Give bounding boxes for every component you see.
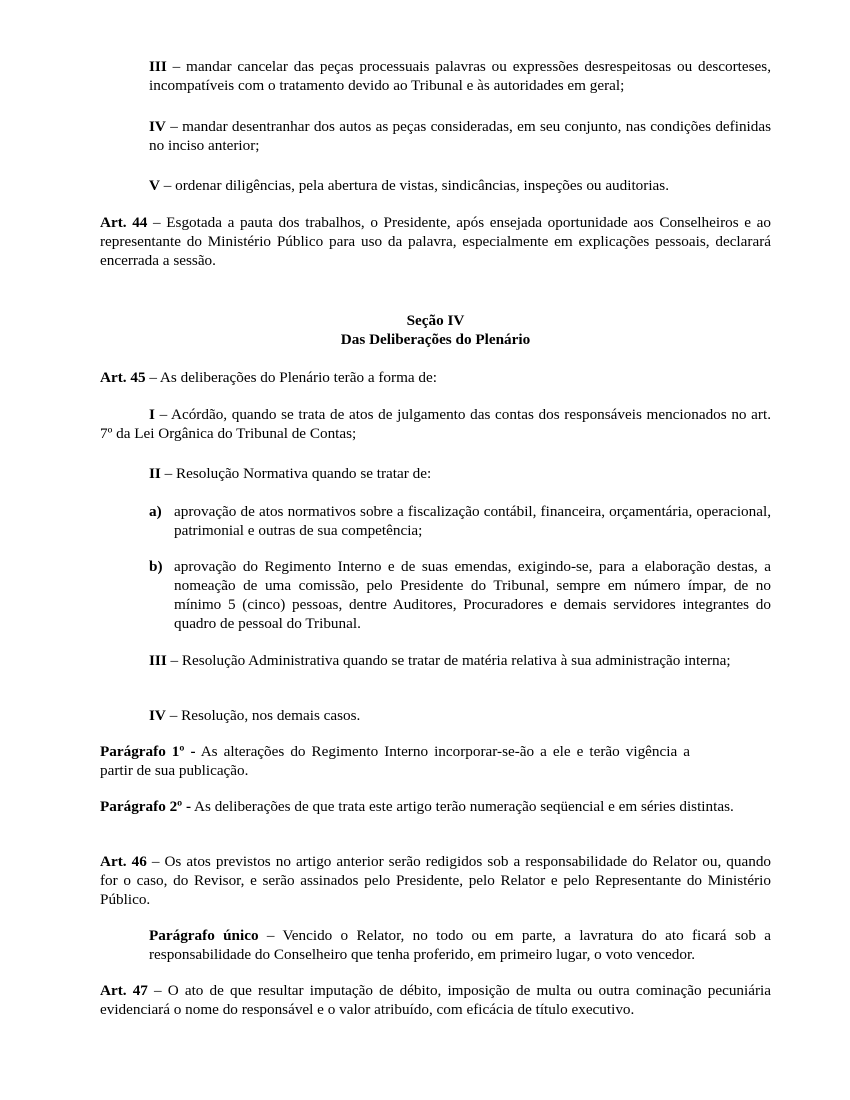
section-heading: Seção IV: [406, 312, 465, 329]
inciso-iv: IV – mandar desentranhar dos autos as peças consideradas, em seu conjunto, nas condições definidas no inciso anterior;: [149, 118, 772, 154]
inciso-iv-b: IV – Resolução, nos demais casos.: [149, 707, 361, 724]
alinea-a: [149, 502, 771, 540]
paragraph-text: As alterações do Regimento Interno incorporar-se-ão a ele e terão vigência a partir de sua publicação.: [100, 743, 690, 779]
inciso-label: IV: [149, 707, 166, 724]
paragraph-text: As deliberações de que trata este artigo terão numeração seqüencial e em séries distintas.: [194, 798, 734, 815]
inciso-text: mandar cancelar das peças processuais palavras ou expressões desrespeitosas ou descorteses, incompatíveis com o tratamento devido ao Tribunal e às autoridades em geral;: [149, 58, 771, 94]
inciso-label: V: [149, 177, 160, 194]
inciso-text: Resolução Normativa quando se tratar de:: [176, 465, 432, 482]
paragraph-unico: Parágrafo único – Vencido o Relator, no todo ou em parte, a lavratura do ato ficará sob a responsabilidade do Conselheiro que tenha proferido, em primeiro lugar, o voto vencedor.: [149, 927, 771, 963]
inciso-label: III: [149, 652, 167, 669]
article-44: Art. 44 – Esgotada a pauta dos trabalhos, o Presidente, após ensejada oportunidade aos Conselheiros e ao representante do Ministério Público para uso da palavra, especialmente em explicações pessoais, declarará encerrada a sessão.: [100, 214, 771, 269]
paragraph-label: Parágrafo único: [149, 927, 259, 944]
article-text: As deliberações do Plenário terão a forma de:: [159, 369, 437, 386]
article-text: O ato de que resultar imputação de débito, imposição de multa ou outra cominação pecuniária evidenciará o nome do responsável e o valor atribuído, com eficácia de título executivo.: [100, 982, 771, 1018]
alinea-text: aprovação do Regimento Interno e de suas emendas, exigindo-se, para a elaboração destas, a nomeação de uma comissão, pelo Presidente do Tribunal, sempre em número ímpar, de no mínimo 5 (cinco) pessoas, dentre Auditores, Procuradores e demais servidores integrantes do quadro de pessoal do Tribunal.: [174, 558, 771, 632]
article-45: Art. 45 – As deliberações do Plenário terão a forma de:: [100, 369, 437, 386]
alinea-text: aprovação de atos normativos sobre a fiscalização contábil, financeira, orçamentária, operacional, patrimonial e outras de sua competência;: [174, 503, 771, 539]
paragraph-label: Parágrafo 1º -: [100, 743, 196, 760]
inciso-text: Acórdão, quando se trata de atos de julgamento das contas dos responsáveis mencionados no art. 7º da Lei Orgânica do Tribunal de Contas;: [100, 406, 771, 442]
alinea-label: a): [149, 503, 162, 520]
article-label: Art. 44: [100, 214, 148, 231]
article-text: Esgotada a pauta dos trabalhos, o Presidente, após ensejada oportunidade aos Conselheiros e ao representante do Ministério Público para uso da palavra, especialmente em explicações pessoais, declarará encerrada a sessão.: [100, 214, 771, 269]
article-label: Art. 46: [100, 853, 147, 870]
inciso-text: Resolução Administrativa quando se tratar de matéria relativa à sua administração interna;: [181, 652, 731, 669]
inciso-label: I: [149, 406, 155, 423]
inciso-label: III: [149, 58, 167, 75]
alinea-b: [149, 557, 771, 633]
inciso-label: II: [149, 465, 161, 482]
inciso-v: V – ordenar diligências, pela abertura de vistas, sindicâncias, inspeções ou auditorias.: [149, 177, 670, 194]
paragraph-1: [100, 742, 690, 780]
article-46: Art. 46 – Os atos previstos no artigo anterior serão redigidos sob a responsabilidade do Relator ou, quando for o caso, do Revisor, e serão assinados pelo Presidente, pelo Relator e pelo Representante do Ministério Público.: [100, 853, 772, 908]
inciso-text: Resolução, nos demais casos.: [181, 707, 361, 724]
section-subheading: Das Deliberações do Plenário: [340, 331, 531, 348]
inciso-i: I – Acórdão, quando se trata de atos de julgamento das contas dos responsáveis mencionados no art. 7º da Lei Orgânica do Tribunal de Contas;: [100, 406, 771, 442]
inciso-text: ordenar diligências, pela abertura de vistas, sindicâncias, inspeções ou auditorias.: [175, 177, 670, 194]
article-47: Art. 47 – O ato de que resultar imputação de débito, imposição de multa ou outra cominação pecuniária evidenciará o nome do responsável e o valor atribuído, com eficácia de título executivo.: [100, 982, 771, 1018]
alinea-label: b): [149, 558, 163, 575]
paragraph-label: Parágrafo 2º -: [100, 798, 192, 815]
paragraph-2: [100, 797, 771, 816]
inciso-iii: III – mandar cancelar das peças processuais palavras ou expressões desrespeitosas ou descorteses, incompatíveis com o tratamento devido ao Tribunal e às autoridades em geral;: [149, 58, 771, 94]
inciso-iii-b: III – Resolução Administrativa quando se tratar de matéria relativa à sua administração interna;: [149, 652, 731, 669]
article-label: Art. 45: [100, 369, 146, 386]
article-label: Art. 47: [100, 982, 148, 999]
inciso-text: mandar desentranhar dos autos as peças consideradas, em seu conjunto, nas condições definidas no inciso anterior;: [149, 118, 772, 154]
inciso-label: IV: [149, 118, 166, 135]
paragraph-text: Vencido o Relator, no todo ou em parte, a lavratura do ato ficará sob a responsabilidade do Conselheiro que tenha proferido, em primeiro lugar, o voto vencedor.: [149, 927, 771, 963]
inciso-ii: II – Resolução Normativa quando se tratar de:: [149, 465, 432, 482]
article-text: Os atos previstos no artigo anterior serão redigidos sob a responsabilidade do Relator ou, quando for o caso, do Revisor, e serão assinados pelo Presidente, pelo Relator e pelo Representante do Ministério Público.: [100, 853, 772, 908]
